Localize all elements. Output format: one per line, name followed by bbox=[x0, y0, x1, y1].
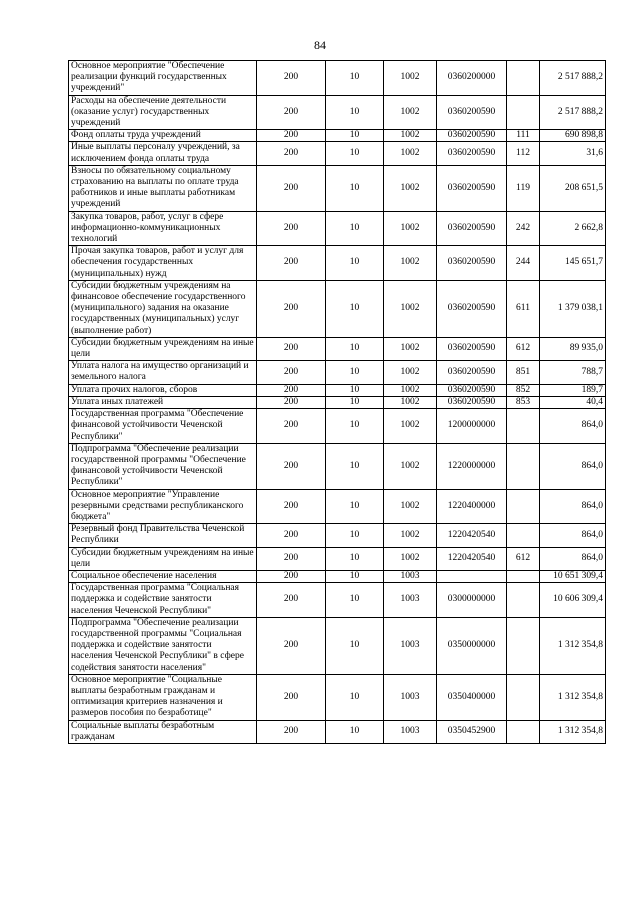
row-gr-cell: 200 bbox=[257, 396, 326, 408]
row-vr-cell bbox=[507, 489, 540, 524]
row-rz-cell: 10 bbox=[326, 674, 384, 720]
row-gr-cell: 200 bbox=[257, 583, 326, 618]
row-rz-cell: 10 bbox=[326, 61, 384, 96]
row-gr-cell: 200 bbox=[257, 489, 326, 524]
row-pr-cell: 1002 bbox=[384, 61, 437, 96]
row-vr-cell: 612 bbox=[507, 337, 540, 360]
row-pr-cell: 1002 bbox=[384, 142, 437, 165]
row-name-cell: Уплата иных платежей bbox=[69, 396, 257, 408]
row-name-cell: Резервный фонд Правительства Чеченской Республики bbox=[69, 524, 257, 547]
row-sum-cell: 145 651,7 bbox=[540, 246, 606, 281]
row-name-cell: Социальные выплаты безработным гражданам bbox=[69, 720, 257, 743]
row-vr-cell: 612 bbox=[507, 547, 540, 570]
row-vr-cell bbox=[507, 409, 540, 444]
row-csr-cell: 0360200590 bbox=[437, 280, 507, 337]
table-row bbox=[69, 142, 606, 165]
row-csr-cell bbox=[437, 570, 507, 582]
row-gr-cell: 200 bbox=[257, 280, 326, 337]
row-rz-cell: 10 bbox=[326, 617, 384, 674]
row-name-cell: Закупка товаров, работ, услуг в сфере информационно-коммуникационных технологий bbox=[69, 211, 257, 246]
row-sum-cell: 864,0 bbox=[540, 409, 606, 444]
table-row bbox=[69, 617, 606, 674]
row-rz-cell: 10 bbox=[326, 583, 384, 618]
row-csr-cell: 0300000000 bbox=[437, 583, 507, 618]
row-gr-cell: 200 bbox=[257, 524, 326, 547]
table-row bbox=[69, 280, 606, 337]
table-row bbox=[69, 583, 606, 618]
row-name-cell: Социальное обеспечение населения bbox=[69, 570, 257, 582]
row-pr-cell: 1003 bbox=[384, 674, 437, 720]
row-gr-cell: 200 bbox=[257, 211, 326, 246]
table-row bbox=[69, 337, 606, 360]
row-sum-cell: 788,7 bbox=[540, 361, 606, 384]
row-gr-cell: 200 bbox=[257, 130, 326, 142]
table-row bbox=[69, 570, 606, 582]
row-gr-cell: 200 bbox=[257, 617, 326, 674]
row-rz-cell: 10 bbox=[326, 570, 384, 582]
row-csr-cell: 0360200590 bbox=[437, 246, 507, 281]
row-sum-cell: 864,0 bbox=[540, 547, 606, 570]
row-gr-cell: 200 bbox=[257, 61, 326, 96]
row-rz-cell: 10 bbox=[326, 547, 384, 570]
row-pr-cell: 1002 bbox=[384, 384, 437, 396]
row-gr-cell: 200 bbox=[257, 361, 326, 384]
row-name-cell: Уплата налога на имущество организаций и земельного налога bbox=[69, 361, 257, 384]
row-rz-cell: 10 bbox=[326, 95, 384, 130]
row-pr-cell: 1002 bbox=[384, 409, 437, 444]
row-gr-cell: 200 bbox=[257, 337, 326, 360]
table-row bbox=[69, 674, 606, 720]
row-gr-cell: 200 bbox=[257, 409, 326, 444]
row-gr-cell: 200 bbox=[257, 443, 326, 489]
row-vr-cell bbox=[507, 720, 540, 743]
row-rz-cell: 10 bbox=[326, 165, 384, 211]
row-rz-cell: 10 bbox=[326, 396, 384, 408]
row-sum-cell: 10 606 309,4 bbox=[540, 583, 606, 618]
row-vr-cell: 111 bbox=[507, 130, 540, 142]
table-row bbox=[69, 384, 606, 396]
row-vr-cell bbox=[507, 61, 540, 96]
row-csr-cell: 0350400000 bbox=[437, 674, 507, 720]
row-csr-cell: 0360200590 bbox=[437, 95, 507, 130]
row-rz-cell: 10 bbox=[326, 337, 384, 360]
row-gr-cell: 200 bbox=[257, 674, 326, 720]
table-row bbox=[69, 489, 606, 524]
row-rz-cell: 10 bbox=[326, 211, 384, 246]
table-row bbox=[69, 524, 606, 547]
table-row bbox=[69, 720, 606, 743]
row-sum-cell: 1 312 354,8 bbox=[540, 617, 606, 674]
row-vr-cell: 112 bbox=[507, 142, 540, 165]
row-csr-cell: 0360200590 bbox=[437, 142, 507, 165]
row-rz-cell: 10 bbox=[326, 720, 384, 743]
table-row bbox=[69, 396, 606, 408]
table-row bbox=[69, 246, 606, 281]
row-name-cell: Основное мероприятие "Управление резервными средствами республиканского бюджета" bbox=[69, 489, 257, 524]
row-name-cell: Подпрограмма "Обеспечение реализации государственной программы "Социальная поддержка и содействие занятости населения Чеченской Республики" в сфере содействия занятости населения" bbox=[69, 617, 257, 674]
row-pr-cell: 1002 bbox=[384, 361, 437, 384]
row-rz-cell: 10 bbox=[326, 524, 384, 547]
row-name-cell: Расходы на обеспечение деятельности (оказание услуг) государственных учреждений bbox=[69, 95, 257, 130]
row-sum-cell: 89 935,0 bbox=[540, 337, 606, 360]
row-gr-cell: 200 bbox=[257, 165, 326, 211]
table-row bbox=[69, 361, 606, 384]
row-vr-cell: 242 bbox=[507, 211, 540, 246]
row-sum-cell: 31,6 bbox=[540, 142, 606, 165]
row-csr-cell: 0360200590 bbox=[437, 165, 507, 211]
row-pr-cell: 1002 bbox=[384, 211, 437, 246]
row-csr-cell: 1220420540 bbox=[437, 524, 507, 547]
row-rz-cell: 10 bbox=[326, 489, 384, 524]
row-rz-cell: 10 bbox=[326, 142, 384, 165]
row-name-cell: Подпрограмма "Обеспечение реализации государственной программы "Обеспечение финансовой устойчивости Чеченской Республики" bbox=[69, 443, 257, 489]
row-sum-cell: 864,0 bbox=[540, 524, 606, 547]
row-gr-cell: 200 bbox=[257, 246, 326, 281]
row-csr-cell: 1200000000 bbox=[437, 409, 507, 444]
row-sum-cell: 690 898,8 bbox=[540, 130, 606, 142]
row-name-cell: Субсидии бюджетным учреждениям на иные цели bbox=[69, 337, 257, 360]
row-sum-cell: 1 379 038,1 bbox=[540, 280, 606, 337]
row-vr-cell bbox=[507, 570, 540, 582]
row-csr-cell: 0360200590 bbox=[437, 337, 507, 360]
table-row bbox=[69, 130, 606, 142]
row-gr-cell: 200 bbox=[257, 720, 326, 743]
table-row bbox=[69, 409, 606, 444]
row-sum-cell: 189,7 bbox=[540, 384, 606, 396]
table-row bbox=[69, 547, 606, 570]
row-pr-cell: 1002 bbox=[384, 489, 437, 524]
row-csr-cell: 0350452900 bbox=[437, 720, 507, 743]
row-gr-cell: 200 bbox=[257, 142, 326, 165]
row-name-cell: Государственная программа "Обеспечение финансовой устойчивости Чеченской Республики" bbox=[69, 409, 257, 444]
page-number: 84 bbox=[314, 38, 326, 52]
row-sum-cell: 864,0 bbox=[540, 489, 606, 524]
row-vr-cell: 119 bbox=[507, 165, 540, 211]
row-sum-cell: 1 312 354,8 bbox=[540, 720, 606, 743]
row-rz-cell: 10 bbox=[326, 384, 384, 396]
row-sum-cell: 1 312 354,8 bbox=[540, 674, 606, 720]
row-sum-cell: 208 651,5 bbox=[540, 165, 606, 211]
row-rz-cell: 10 bbox=[326, 130, 384, 142]
row-vr-cell bbox=[507, 617, 540, 674]
row-pr-cell: 1002 bbox=[384, 246, 437, 281]
row-csr-cell: 0360200590 bbox=[437, 384, 507, 396]
row-rz-cell: 10 bbox=[326, 361, 384, 384]
row-csr-cell: 0360200590 bbox=[437, 396, 507, 408]
table-row bbox=[69, 165, 606, 211]
row-name-cell: Субсидии бюджетным учреждениям на финансовое обеспечение государственного (муниципального) задания на оказание государственных (муниципальных) услуг (выполнение работ) bbox=[69, 280, 257, 337]
table-row bbox=[69, 211, 606, 246]
table-row bbox=[69, 95, 606, 130]
row-csr-cell: 0360200000 bbox=[437, 61, 507, 96]
row-name-cell: Иные выплаты персоналу учреждений, за исключением фонда оплаты труда bbox=[69, 142, 257, 165]
row-vr-cell: 244 bbox=[507, 246, 540, 281]
row-sum-cell: 2 517 888,2 bbox=[540, 95, 606, 130]
row-gr-cell: 200 bbox=[257, 547, 326, 570]
row-csr-cell: 0360200590 bbox=[437, 361, 507, 384]
row-gr-cell: 200 bbox=[257, 570, 326, 582]
row-pr-cell: 1003 bbox=[384, 720, 437, 743]
row-name-cell: Основное мероприятие "Социальные выплаты безработным гражданам и оптимизация критериев назначения и размеров пособия по безработице" bbox=[69, 674, 257, 720]
row-csr-cell: 1220420540 bbox=[437, 547, 507, 570]
row-vr-cell bbox=[507, 674, 540, 720]
row-gr-cell: 200 bbox=[257, 384, 326, 396]
row-name-cell: Уплата прочих налогов, сборов bbox=[69, 384, 257, 396]
row-vr-cell: 852 bbox=[507, 384, 540, 396]
row-pr-cell: 1003 bbox=[384, 617, 437, 674]
row-vr-cell bbox=[507, 583, 540, 618]
row-vr-cell bbox=[507, 443, 540, 489]
row-rz-cell: 10 bbox=[326, 443, 384, 489]
budget-table bbox=[68, 60, 606, 744]
row-gr-cell: 200 bbox=[257, 95, 326, 130]
row-vr-cell: 851 bbox=[507, 361, 540, 384]
row-name-cell: Государственная программа "Социальная поддержка и содействие занятости населения Чеченской Республики" bbox=[69, 583, 257, 618]
row-rz-cell: 10 bbox=[326, 409, 384, 444]
row-csr-cell: 1220400000 bbox=[437, 489, 507, 524]
row-sum-cell: 2 517 888,2 bbox=[540, 61, 606, 96]
row-sum-cell: 864,0 bbox=[540, 443, 606, 489]
row-sum-cell: 40,4 bbox=[540, 396, 606, 408]
row-sum-cell: 10 651 309,4 bbox=[540, 570, 606, 582]
row-pr-cell: 1002 bbox=[384, 547, 437, 570]
table-row bbox=[69, 61, 606, 96]
row-csr-cell: 0350000000 bbox=[437, 617, 507, 674]
row-name-cell: Взносы по обязательному социальному страхованию на выплаты по оплате труда работников и иные выплаты работникам учреждений bbox=[69, 165, 257, 211]
row-vr-cell bbox=[507, 524, 540, 547]
row-csr-cell: 0360200590 bbox=[437, 211, 507, 246]
row-vr-cell bbox=[507, 95, 540, 130]
row-pr-cell: 1002 bbox=[384, 443, 437, 489]
row-sum-cell: 2 662,8 bbox=[540, 211, 606, 246]
row-name-cell: Фонд оплаты труда учреждений bbox=[69, 130, 257, 142]
row-pr-cell: 1003 bbox=[384, 570, 437, 582]
row-vr-cell: 853 bbox=[507, 396, 540, 408]
row-csr-cell: 1220000000 bbox=[437, 443, 507, 489]
row-pr-cell: 1003 bbox=[384, 583, 437, 618]
row-rz-cell: 10 bbox=[326, 280, 384, 337]
row-pr-cell: 1002 bbox=[384, 95, 437, 130]
row-name-cell: Прочая закупка товаров, работ и услуг для обеспечения государственных (муниципальных) нужд bbox=[69, 246, 257, 281]
row-pr-cell: 1002 bbox=[384, 280, 437, 337]
row-vr-cell: 611 bbox=[507, 280, 540, 337]
row-pr-cell: 1002 bbox=[384, 337, 437, 360]
row-name-cell: Основное мероприятие "Обеспечение реализации функций государственных учреждений" bbox=[69, 61, 257, 96]
row-pr-cell: 1002 bbox=[384, 165, 437, 211]
table-row bbox=[69, 443, 606, 489]
row-rz-cell: 10 bbox=[326, 246, 384, 281]
row-pr-cell: 1002 bbox=[384, 130, 437, 142]
row-pr-cell: 1002 bbox=[384, 396, 437, 408]
row-name-cell: Субсидии бюджетным учреждениям на иные цели bbox=[69, 547, 257, 570]
row-pr-cell: 1002 bbox=[384, 524, 437, 547]
row-csr-cell: 0360200590 bbox=[437, 130, 507, 142]
